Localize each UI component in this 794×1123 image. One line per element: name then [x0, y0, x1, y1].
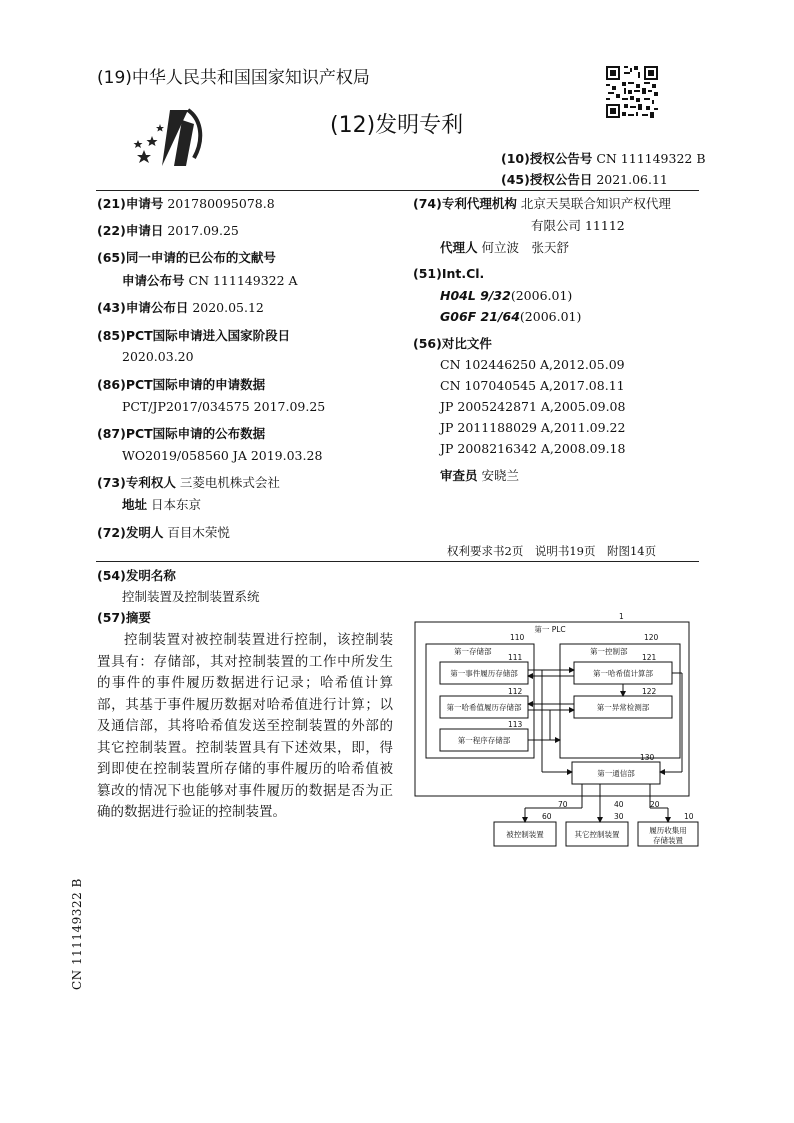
ref-110: 110	[510, 633, 525, 642]
ref-111: 111	[508, 653, 523, 662]
prior-publication-sub-label: 申请公布号	[122, 273, 185, 288]
cited-doc: JP 2011188029 A,2011.09.22	[440, 420, 626, 435]
ref-20: 20	[650, 800, 660, 809]
control-label: 第一控制部	[590, 647, 628, 656]
agent-label: 代理人	[440, 240, 478, 255]
grant-number: CN 111149322 B	[596, 151, 706, 166]
address: 日本东京	[151, 497, 202, 512]
application-date: 2017.09.25	[167, 223, 239, 238]
cited-doc: JP 2005242871 A,2005.09.08	[440, 399, 626, 414]
ref-40: 40	[614, 800, 624, 809]
intcl-item	[440, 288, 572, 304]
title-label: (54)发明名称	[97, 568, 176, 583]
control-box	[560, 644, 680, 758]
ref-60: 60	[542, 812, 552, 821]
pct-publication-data: WO2019/058560 JA 2019.03.28	[122, 448, 323, 463]
publication-date-label: (43)申请公布日	[97, 300, 189, 315]
middle-divider	[96, 561, 699, 562]
intcl-label: (51)Int.Cl.	[413, 266, 485, 281]
examiner-row	[440, 468, 519, 484]
prior-publication-row	[122, 273, 298, 289]
event-store-label: 第一事件履历存储部	[450, 669, 518, 678]
plc-label: 第一 PLC	[534, 625, 566, 634]
ref-30: 30	[614, 812, 624, 821]
grant-date-row	[501, 172, 668, 188]
ref-70: 70	[558, 800, 568, 809]
examiner: 安晓兰	[481, 468, 520, 483]
other-control-label: 其它控制装置	[574, 830, 620, 839]
qr-code	[606, 66, 658, 118]
pct-application-label: (86)PCT国际申请的申请数据	[97, 377, 266, 392]
hash-calc-label: 第一哈希值计算部	[593, 669, 653, 678]
intcl-code: G06F 21/64	[440, 309, 520, 324]
ref-10: 10	[684, 812, 694, 821]
ref-112: 112	[508, 687, 523, 696]
cited-doc: JP 2008216342 A,2008.09.18	[440, 441, 626, 456]
cnipa-logo	[130, 106, 210, 168]
cited-docs-label: (56)对比文件	[413, 336, 492, 351]
inventor: 百目木荣悦	[167, 525, 230, 540]
comm-label: 第一通信部	[597, 769, 635, 778]
intcl-code: H04L 9/32	[440, 288, 511, 303]
abstract-figure	[410, 612, 702, 848]
controlled-device-label: 被控制装置	[506, 830, 544, 839]
cited-doc: CN 102446250 A,2012.05.09	[440, 357, 625, 372]
office-name: (19)中华人民共和国国家知识产权局	[97, 68, 370, 88]
patent-holder-label: (73)专利权人	[97, 475, 176, 490]
document-type: (12)发明专利	[330, 113, 464, 138]
publication-date: 2020.05.12	[192, 300, 264, 315]
history-storage-label-2: 存储装置	[653, 836, 683, 845]
abstract-text: 控制装置对被控制装置进行控制，该控制装置具有：存储部，其对控制装置的工作中所发生的事件的事件履历数据进行记录；哈希值计算部，其基于事件履历数据对哈希值进行计算；以及通信部，其将哈希值发送至控制装置的外部的其它控制装置。控制装置具有下述效果，即，得到即使在控制装置所存储的事件履历的哈希值被篡改的情况下也能够对事件履历的数据是否为正确的数据进行验证的控制装置。	[97, 632, 393, 820]
pct-application-data: PCT/JP2017/034575 2017.09.25	[122, 399, 326, 414]
page-counts: 权利要求书2页 说明书19页 附图14页	[447, 544, 657, 558]
abstract-label: (57)摘要	[97, 610, 151, 625]
invention-title: 控制装置及控制装置系统	[122, 589, 260, 604]
prior-publication-number: CN 111149322 A	[188, 273, 298, 288]
anomaly-label: 第一异常检测部	[596, 703, 650, 712]
ref-130: 130	[640, 753, 655, 762]
intcl-year: (2006.01)	[510, 288, 573, 303]
address-row	[122, 497, 201, 513]
program-store-label: 第一程序存储部	[457, 736, 511, 745]
hash-store-label: 第一哈希值履历存储部	[446, 703, 522, 712]
ref-1: 1	[619, 612, 624, 621]
publication-date-row	[97, 300, 264, 316]
application-number-label: (21)申请号	[97, 196, 164, 211]
pct-publication-label: (87)PCT国际申请的公布数据	[97, 426, 266, 441]
application-date-row	[97, 223, 239, 239]
agency-row	[413, 196, 671, 212]
ref-113: 113	[508, 720, 523, 729]
storage-label: 第一存储部	[454, 647, 492, 656]
ref-120: 120	[644, 633, 659, 642]
prior-publication-label: (65)同一申请的已公布的文献号	[97, 250, 276, 265]
application-number-row	[97, 196, 275, 212]
application-date-label: (22)申请日	[97, 223, 164, 238]
application-number: 201780095078.8	[167, 196, 275, 211]
pct-entry-date: 2020.03.20	[122, 349, 194, 364]
ref-122: 122	[642, 687, 657, 696]
ref-121: 121	[642, 653, 657, 662]
agent-row	[440, 240, 569, 256]
address-label: 地址	[122, 497, 148, 512]
agency-label: (74)专利代理机构	[413, 196, 517, 211]
grant-number-label: (10)授权公告号	[501, 151, 593, 166]
agency-name: 北京天昊联合知识产权代理	[520, 196, 671, 211]
grant-date: 2021.06.11	[596, 172, 668, 187]
patent-holder: 三菱电机株式会社	[179, 475, 280, 490]
side-publication-number: CN 111149322 B	[70, 878, 84, 990]
grant-number-row	[501, 151, 706, 167]
intcl-year: (2006.01)	[519, 309, 582, 324]
examiner-label: 审查员	[440, 468, 478, 483]
patent-holder-row	[97, 475, 280, 491]
top-divider	[96, 190, 699, 191]
agency-name-cont: 有限公司 11112	[531, 218, 625, 233]
grant-date-label: (45)授权公告日	[501, 172, 593, 187]
cited-doc: CN 107040545 A,2017.08.11	[440, 378, 625, 393]
inventor-label: (72)发明人	[97, 525, 164, 540]
inventor-row	[97, 525, 230, 541]
history-storage-label-1: 履历收集用	[649, 826, 687, 835]
intcl-item	[440, 309, 581, 325]
agent-names: 何立波 张天舒	[481, 240, 570, 255]
pct-entry-label: (85)PCT国际申请进入国家阶段日	[97, 328, 291, 343]
